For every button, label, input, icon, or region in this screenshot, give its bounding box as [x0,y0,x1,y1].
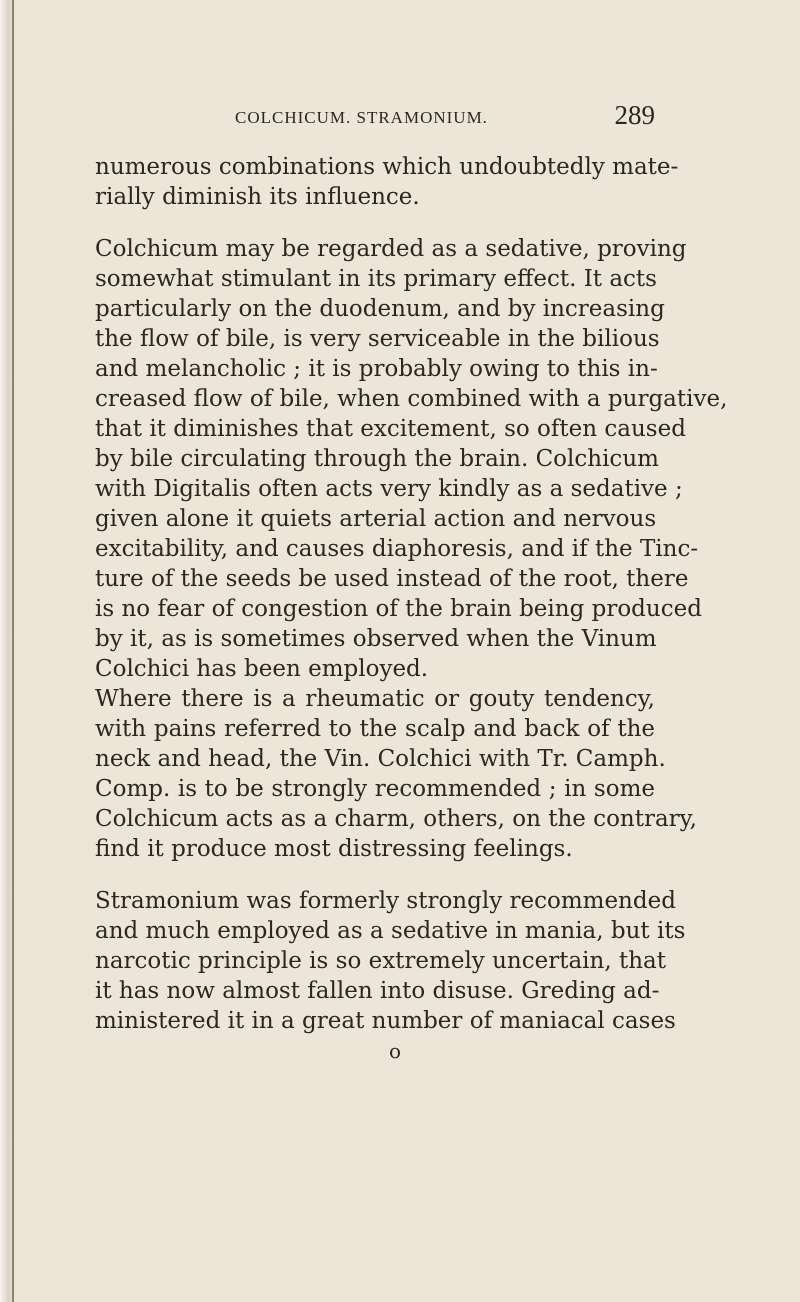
text-line: particularly on the duodenum, and by increasing [95,296,665,322]
text-line: with Digitalis often acts very kindly as a sedative ; [95,476,683,502]
text-line: find it produce most distressing feelings. [95,836,573,862]
text-line: Comp. is to be strongly recommended ; in some [95,776,655,802]
text-line: is no fear of congestion of the brain being produced [95,596,702,622]
text-line: it has now almost fallen into disuse. Greding ad- [95,978,660,1004]
text-line: Colchicum acts as a charm, others, on the contrary, [95,806,697,832]
text-line: somewhat stimulant in its primary effect. It acts [95,266,657,292]
text-line: creased flow of bile, when combined with a purgative, [95,386,728,412]
running-head [95,100,655,140]
text-line: and much employed as a sedative in mania, but its [95,918,686,944]
paragraph-4 [95,886,686,1036]
text-line: neck and head, the Vin. Colchici with Tr. Camph. [95,746,666,772]
text-line: Where there is a rheumatic or gouty tendency, [95,686,655,712]
paragraph-3 [95,684,697,864]
text-line: by it, as is sometimes observed when the Vinum [95,626,657,652]
text-line: that it diminishes that excitement, so often caused [95,416,686,442]
text-line: numerous combinations which undoubtedly mate- [95,154,679,180]
text-line: narcotic principle is so extremely uncertain, that [95,948,666,974]
text-line: and melancholic ; it is probably owing to this in- [95,356,658,382]
paragraph-1 [95,152,679,212]
signature-mark: o [388,1039,402,1063]
text-line: excitability, and causes diaphoresis, and if the Tinc- [95,536,699,562]
page-number: 289 [614,100,655,130]
text-line: by bile circulating through the brain. Colchicum [95,446,659,472]
text-line: the flow of bile, is very serviceable in the bilious [95,326,660,352]
text-line: rially diminish its influence. [95,184,420,210]
binding-edge [12,0,14,1302]
paragraph-2 [95,234,728,684]
running-title: COLCHICUM. STRAMONIUM. [235,108,488,127]
text-line: Colchicum may be regarded as a sedative, proving [95,236,687,262]
text-line: Colchici has been employed. [95,656,429,682]
book-page [95,100,728,1066]
text-line: ture of the seeds be used instead of the root, there [95,566,689,592]
text-line: given alone it quiets arterial action and nervous [95,506,657,532]
text-line: with pains referred to the scalp and back of the [95,716,655,742]
text-line: Stramonium was formerly strongly recommended [95,888,676,914]
text-line: ministered it in a great number of maniacal cases [95,1008,676,1034]
